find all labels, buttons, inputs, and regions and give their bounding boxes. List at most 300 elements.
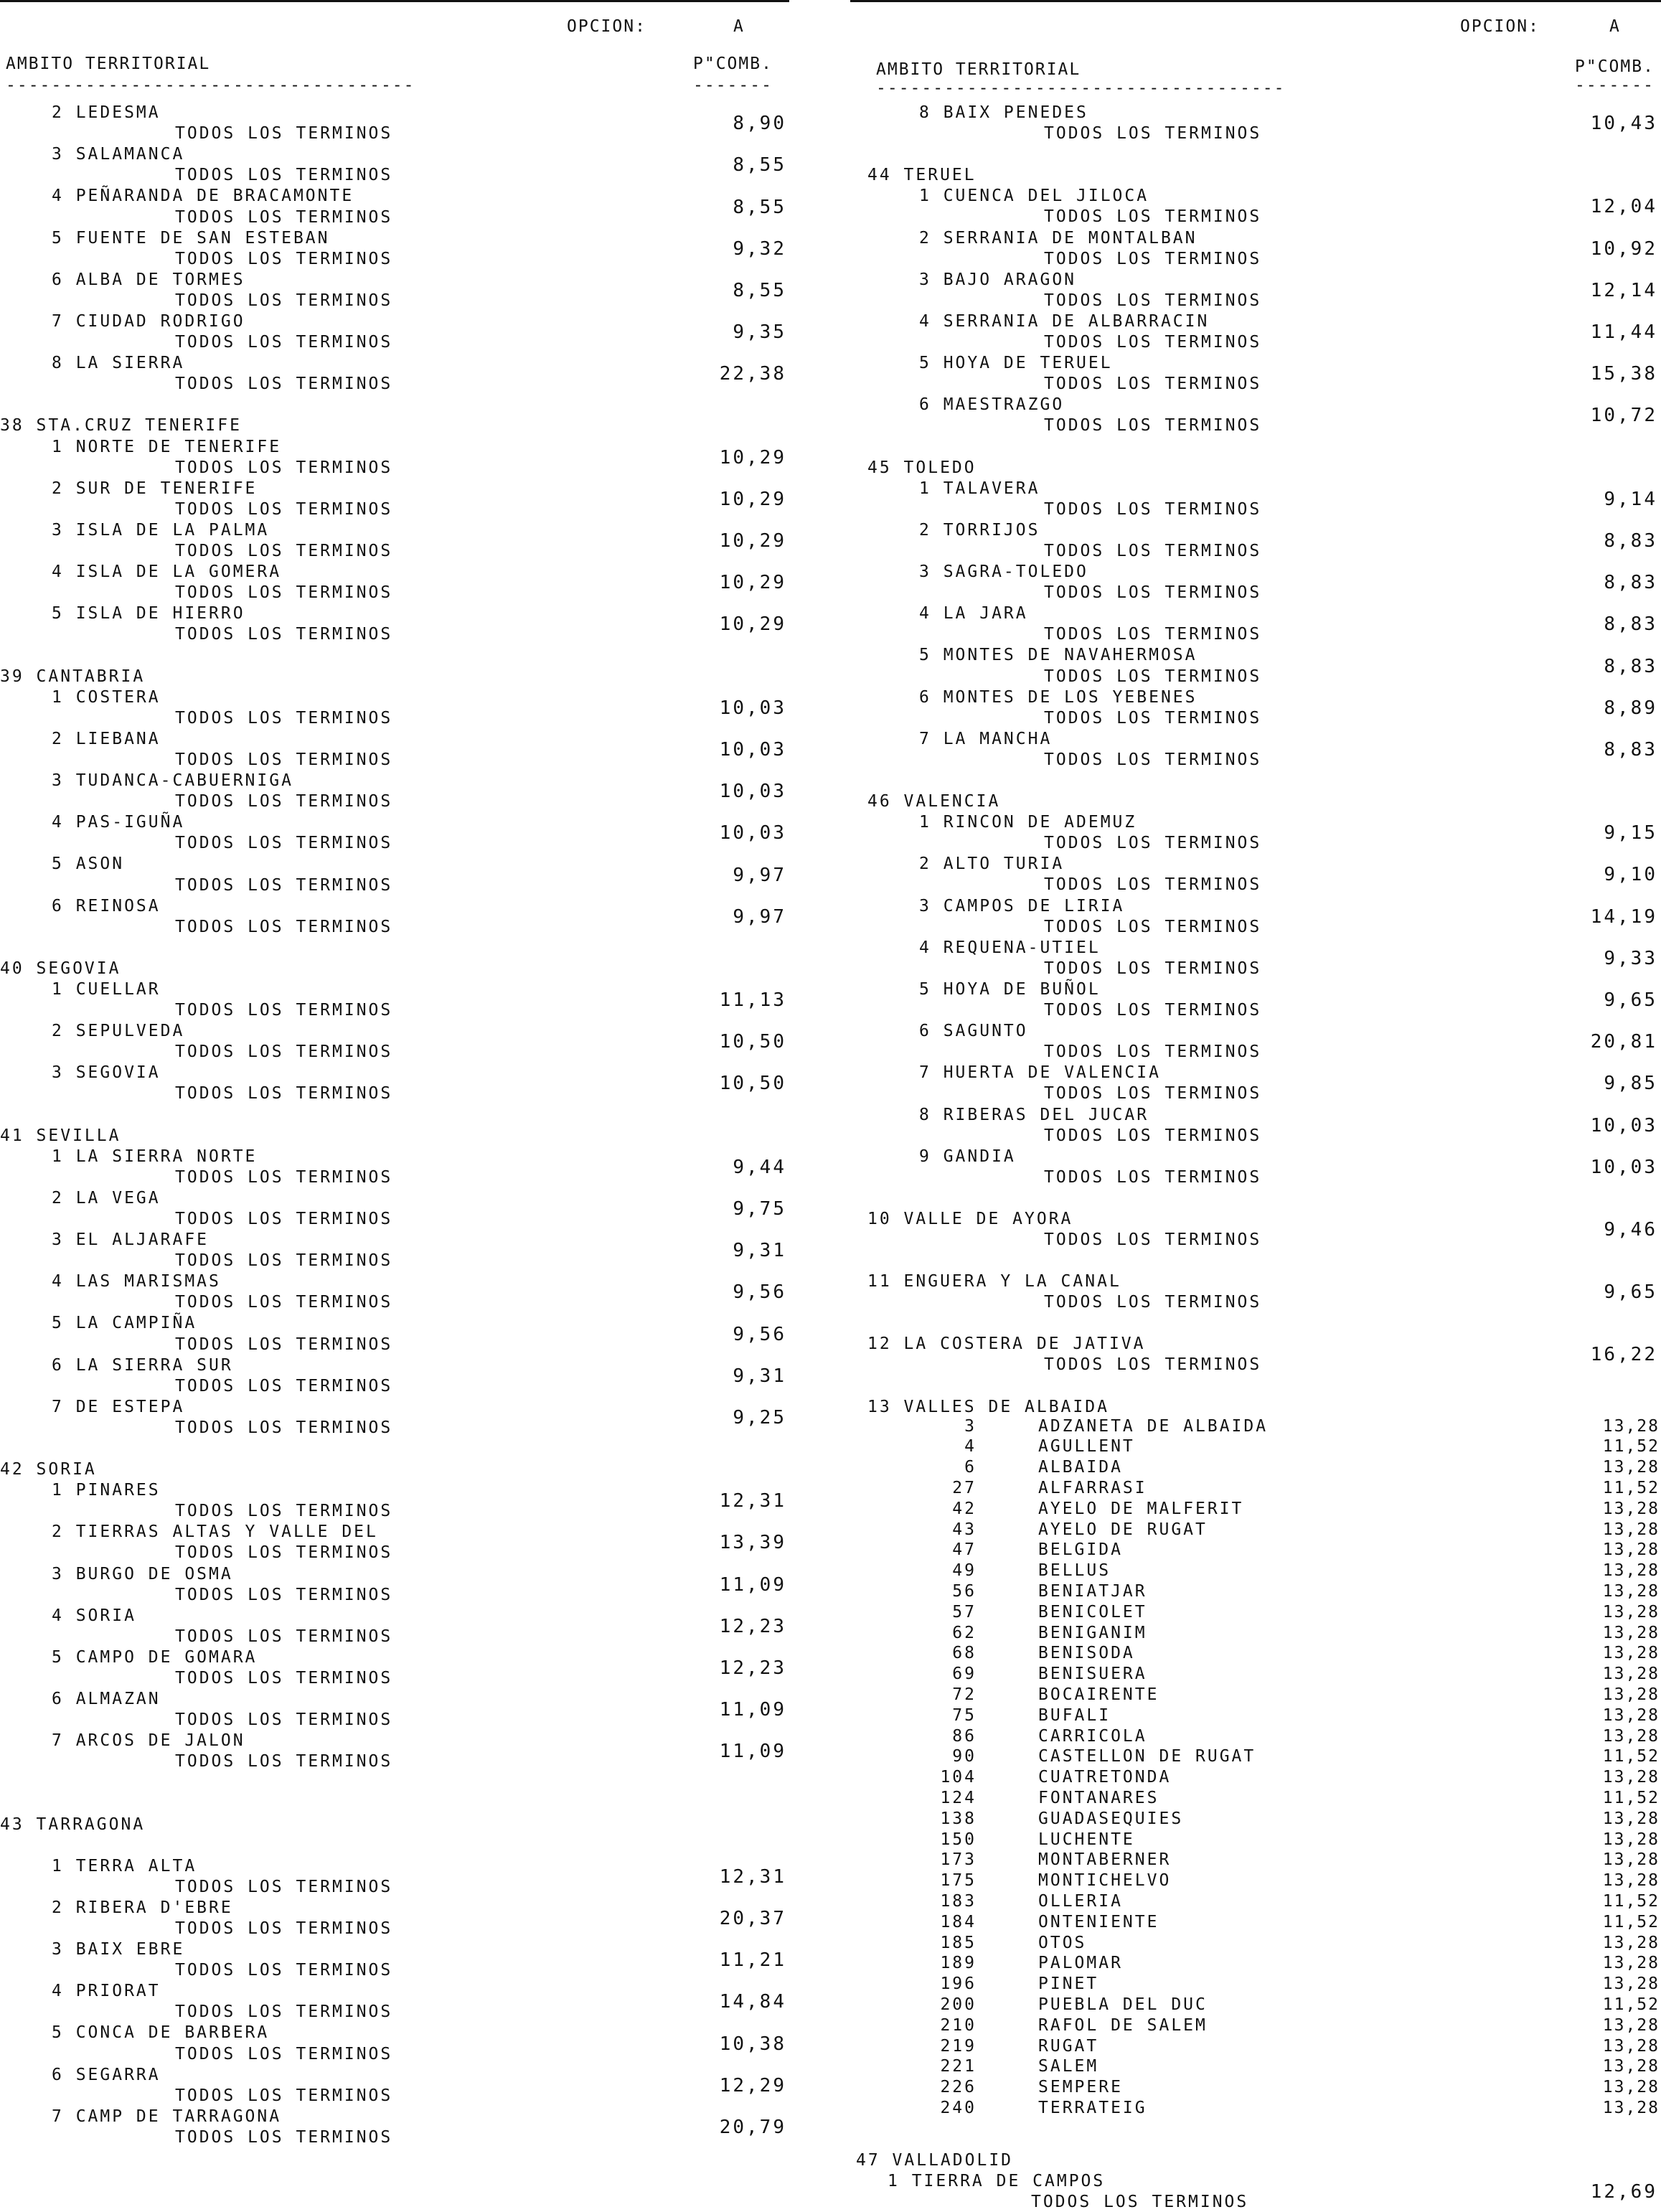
comarca-name: 7 HUERTA DE VALENCIA — [919, 1063, 1161, 1083]
terms-line: TODOS LOS TERMINOS — [1044, 1230, 1262, 1249]
coef-value: 11,09 — [719, 1741, 786, 1763]
municipio-coef: 13,28 — [1602, 2099, 1660, 2117]
terms-line: TODOS LOS TERMINOS — [175, 1001, 393, 1020]
terms-line: TODOS LOS TERMINOS — [1044, 708, 1262, 728]
coef-value: 9,56 — [733, 1323, 786, 1345]
comarca-name: 7 DE ESTEPA — [52, 1397, 185, 1416]
province-heading: 43 TARRAGONA — [0, 1815, 146, 1834]
municipio-name: RUGAT — [1038, 2036, 1099, 2056]
municipio-name: BENISODA — [1038, 1644, 1135, 1663]
terms-line: TODOS LOS TERMINOS — [175, 1919, 393, 1938]
coef-value: 20,79 — [719, 2116, 786, 2138]
terms-line: TODOS LOS TERMINOS — [1044, 1167, 1262, 1187]
municipio-coef: 13,28 — [1602, 1644, 1660, 1663]
terms-line: TODOS LOS TERMINOS — [175, 1752, 393, 1771]
municipio-name: BELGIDA — [1038, 1540, 1123, 1560]
terms-line: TODOS LOS TERMINOS — [175, 708, 393, 728]
coef-value: 8,55 — [733, 196, 786, 218]
coef-value: 14,84 — [719, 1991, 786, 2013]
comarca-name: 5 HOYA DE BUÑOL — [919, 979, 1101, 999]
municipio-code: 240 — [940, 2099, 977, 2117]
opcion-label: OPCION: — [1460, 17, 1540, 36]
municipio-name: BENICOLET — [1038, 1602, 1147, 1622]
comarca-name: 6 ALBA DE TORMES — [52, 270, 245, 289]
municipio-name: PALOMAR — [1038, 1954, 1123, 1973]
coef-value: 8,83 — [1604, 655, 1657, 677]
municipio-coef: 13,28 — [1602, 1520, 1660, 1539]
comarca-name: 3 EL ALJARAFE — [52, 1230, 210, 1249]
coef-value: 9,44 — [733, 1156, 786, 1178]
terms-line: TODOS LOS TERMINOS — [1044, 124, 1262, 143]
coef-value: 10,03 — [719, 781, 786, 803]
comarca-name: 1 TIERRA DE CAMPOS — [888, 2171, 1106, 2190]
municipio-code: 221 — [940, 2057, 977, 2076]
terms-line: TODOS LOS TERMINOS — [175, 542, 393, 560]
terms-line: TODOS LOS TERMINOS — [1044, 1001, 1262, 1020]
municipio-coef: 11,52 — [1602, 1479, 1660, 1497]
province-heading: 11 ENGUERA Y LA CANAL — [867, 1272, 1121, 1291]
comarca-name: 3 ISLA DE LA PALMA — [52, 520, 270, 540]
coef-value: 12,31 — [719, 1865, 786, 1888]
coef-value: 8,89 — [1604, 697, 1657, 719]
municipio-code: 43 — [952, 1520, 977, 1539]
terms-line: TODOS LOS TERMINOS — [175, 792, 393, 811]
municipio-coef: 13,28 — [1602, 1768, 1660, 1787]
comarca-name: 2 TORRIJOS — [919, 520, 1040, 540]
coef-value: 11,13 — [719, 989, 786, 1011]
coef-value: 8,83 — [1604, 530, 1657, 552]
coef-value: 8,83 — [1604, 738, 1657, 761]
municipio-coef: 11,52 — [1602, 1912, 1660, 1931]
comarca-name: 6 SAGUNTO — [919, 1022, 1028, 1041]
terms-line: TODOS LOS TERMINOS — [1044, 291, 1262, 310]
terms-line: TODOS LOS TERMINOS — [1044, 917, 1262, 936]
municipio-code: 56 — [952, 1582, 977, 1601]
municipio-code: 3 — [964, 1416, 977, 1436]
coef-value: 10,50 — [719, 1073, 786, 1095]
comarca-name: 8 RIBERAS DEL JUCAR — [919, 1105, 1149, 1124]
municipio-code: 68 — [952, 1644, 977, 1663]
terms-line: TODOS LOS TERMINOS — [175, 625, 393, 644]
terms-line: TODOS LOS TERMINOS — [175, 249, 393, 268]
terms-line: TODOS LOS TERMINOS — [175, 875, 393, 895]
terms-line: TODOS LOS TERMINOS — [175, 166, 393, 185]
comarca-name: 2 SEPULVEDA — [52, 1022, 185, 1041]
coef-value: 12,29 — [719, 2074, 786, 2096]
municipio-code: 175 — [940, 1871, 977, 1891]
terms-line: TODOS LOS TERMINOS — [1044, 499, 1262, 519]
left-column — [0, 0, 789, 2147]
ambito-underline: ------------------------------------ — [876, 79, 1286, 98]
comarca-name: 5 ISLA DE HIERRO — [52, 604, 245, 623]
coef-value: 12,23 — [719, 1657, 786, 1679]
top-rule — [0, 0, 789, 2]
terms-line: TODOS LOS TERMINOS — [1044, 1043, 1262, 1062]
municipio-code: 75 — [952, 1705, 977, 1725]
terms-line: TODOS LOS TERMINOS — [1044, 416, 1262, 436]
municipio-name: ALBAIDA — [1038, 1458, 1123, 1477]
comarca-name: 2 LEDESMA — [52, 103, 161, 122]
municipio-code: 150 — [940, 1830, 977, 1849]
comarca-name: 1 COSTERA — [52, 687, 161, 707]
comarca-name: 3 SALAMANCA — [52, 145, 185, 164]
municipio-name: OLLERIA — [1038, 1892, 1123, 1911]
terms-line: TODOS LOS TERMINOS — [175, 207, 393, 227]
municipio-name: BOCAIRENTE — [1038, 1685, 1159, 1704]
opcion-value: A — [1609, 17, 1621, 36]
coef-value: 9,46 — [1604, 1219, 1657, 1241]
comarca-name: 2 TIERRAS ALTAS Y VALLE DEL — [52, 1522, 378, 1542]
coef-value: 12,31 — [719, 1490, 786, 1512]
terms-line: TODOS LOS TERMINOS — [175, 1251, 393, 1271]
municipio-coef: 13,28 — [1602, 1499, 1660, 1518]
municipio-name: SEMPERE — [1038, 2078, 1123, 2097]
municipio-name: OTOS — [1038, 1933, 1087, 1952]
coef-value: 11,21 — [719, 1949, 786, 1972]
municipio-coef: 11,52 — [1602, 1437, 1660, 1456]
province-heading: 10 VALLE DE AYORA — [867, 1209, 1073, 1228]
municipio-coef: 13,28 — [1602, 1582, 1660, 1601]
comarca-name: 6 MONTES DE LOS YEBENES — [919, 687, 1197, 707]
terms-line: TODOS LOS TERMINOS — [1044, 625, 1262, 644]
municipio-code: 189 — [940, 1954, 977, 1973]
municipio-code: 200 — [940, 1995, 977, 2014]
terms-line: TODOS LOS TERMINOS — [1044, 583, 1262, 603]
comarca-name: 4 SORIA — [52, 1606, 136, 1625]
terms-line: TODOS LOS TERMINOS — [175, 1335, 393, 1354]
coef-value: 12,69 — [1590, 2180, 1657, 2203]
municipio-code: 57 — [952, 1602, 977, 1622]
province-heading: 13 VALLES DE ALBAIDA — [867, 1397, 1109, 1416]
comarca-name: 1 PINARES — [52, 1481, 161, 1500]
comarca-name: 7 LA MANCHA — [919, 729, 1053, 748]
comarca-name: 4 LAS MARISMAS — [52, 1272, 221, 1291]
pcomb-underline: ------- — [1575, 76, 1655, 95]
municipio-coef: 13,28 — [1602, 2057, 1660, 2076]
terms-line: TODOS LOS TERMINOS — [175, 499, 393, 519]
opcion-label: OPCION: — [567, 17, 646, 36]
comarca-name: 6 REINOSA — [52, 896, 161, 916]
top-rule — [850, 0, 1661, 2]
comarca-name: 3 CAMPOS DE LIRIA — [919, 896, 1125, 916]
municipio-code: 86 — [952, 1726, 977, 1746]
coef-value: 9,65 — [1604, 989, 1657, 1011]
municipio-name: SALEM — [1038, 2057, 1099, 2076]
coef-value: 9,10 — [1604, 864, 1657, 886]
comarca-name: 5 ASON — [52, 855, 125, 874]
coef-value: 10,43 — [1590, 113, 1657, 135]
comarca-name: 6 LA SIERRA SUR — [52, 1355, 233, 1375]
comarca-name: 4 PEÑARANDA DE BRACAMONTE — [52, 187, 354, 206]
terms-line: TODOS LOS TERMINOS — [1031, 2192, 1249, 2211]
municipio-name: FONTANARES — [1038, 1789, 1159, 1807]
comarca-name: 3 SAGRA-TOLEDO — [919, 563, 1088, 581]
terms-line: TODOS LOS TERMINOS — [175, 1084, 393, 1103]
municipio-coef: 13,28 — [1602, 1458, 1660, 1477]
comarca-name: 3 BAJO ARAGON — [919, 270, 1077, 289]
province-heading: 12 LA COSTERA DE JATIVA — [867, 1335, 1146, 1354]
coef-value: 8,90 — [733, 113, 786, 135]
comarca-name: 4 REQUENA-UTIEL — [919, 938, 1101, 957]
municipio-coef: 13,28 — [1602, 1540, 1660, 1560]
municipio-name: BENIGANIM — [1038, 1623, 1147, 1642]
coef-value: 10,72 — [1590, 405, 1657, 427]
municipio-code: 184 — [940, 1912, 977, 1931]
municipio-coef: 13,28 — [1602, 1705, 1660, 1725]
terms-line: TODOS LOS TERMINOS — [1044, 207, 1262, 227]
terms-line: TODOS LOS TERMINOS — [175, 583, 393, 603]
coef-value: 10,03 — [1590, 1156, 1657, 1178]
coef-value: 9,14 — [1604, 488, 1657, 510]
municipio-coef: 11,52 — [1602, 1789, 1660, 1807]
coef-value: 9,65 — [1604, 1281, 1657, 1304]
municipio-code: 27 — [952, 1479, 977, 1497]
pcomb-underline: ------- — [693, 76, 773, 95]
ambito-header: AMBITO TERRITORIAL — [876, 60, 1081, 79]
province-heading: 41 SEVILLA — [0, 1126, 121, 1145]
comarca-name: 1 TALAVERA — [919, 479, 1040, 498]
coef-value: 10,38 — [719, 2033, 786, 2055]
right-column — [850, 0, 1661, 2211]
terms-line: TODOS LOS TERMINOS — [175, 834, 393, 853]
comarca-name: 1 CUENCA DEL JILOCA — [919, 187, 1149, 206]
comarca-name: 5 HOYA DE TERUEL — [919, 354, 1113, 373]
comarca-name: 2 LA VEGA — [52, 1188, 161, 1208]
terms-line: TODOS LOS TERMINOS — [1044, 333, 1262, 352]
terms-line: TODOS LOS TERMINOS — [175, 2127, 393, 2147]
pcomb-header: P"COMB. — [1575, 57, 1655, 76]
municipio-code: 226 — [940, 2078, 977, 2097]
municipio-code: 72 — [952, 1685, 977, 1704]
terms-line: TODOS LOS TERMINOS — [175, 2044, 393, 2063]
terms-line: TODOS LOS TERMINOS — [175, 1961, 393, 1980]
terms-line: TODOS LOS TERMINOS — [1044, 249, 1262, 268]
comarca-name: 6 MAESTRAZGO — [919, 395, 1065, 415]
comarca-name: 4 PAS-IGUÑA — [52, 813, 185, 832]
terms-line: TODOS LOS TERMINOS — [175, 291, 393, 310]
coef-value: 12,14 — [1590, 279, 1657, 301]
province-heading: 45 TOLEDO — [867, 458, 977, 477]
coef-value: 9,31 — [733, 1240, 786, 1262]
coef-value: 9,15 — [1604, 822, 1657, 844]
comarca-name: 7 CAMP DE TARRAGONA — [52, 2107, 282, 2126]
terms-line: TODOS LOS TERMINOS — [1044, 541, 1262, 560]
province-heading: 44 TERUEL — [867, 166, 977, 185]
municipio-code: 104 — [940, 1768, 977, 1787]
coef-value: 22,38 — [719, 363, 786, 385]
municipio-coef: 13,28 — [1602, 1665, 1660, 1684]
terms-line: TODOS LOS TERMINOS — [1044, 667, 1262, 686]
municipio-code: 185 — [940, 1933, 977, 1952]
comarca-name: 2 SUR DE TENERIFE — [52, 479, 258, 498]
comarca-name: 4 SERRANIA DE ALBARRACIN — [919, 311, 1210, 331]
comarca-name: 3 TUDANCA-CABUERNIGA — [52, 771, 293, 790]
terms-line: TODOS LOS TERMINOS — [1044, 1084, 1262, 1103]
terms-line: TODOS LOS TERMINOS — [175, 1043, 393, 1062]
coef-value: 15,38 — [1590, 363, 1657, 385]
coef-value: 8,55 — [733, 154, 786, 177]
coef-value: 11,09 — [719, 1573, 786, 1596]
municipio-name: TERRATEIG — [1038, 2099, 1147, 2117]
municipio-code: 183 — [940, 1892, 977, 1911]
municipio-coef: 13,28 — [1602, 1830, 1660, 1849]
coef-value: 10,29 — [719, 530, 786, 552]
municipio-coef: 13,28 — [1602, 1623, 1660, 1642]
municipio-code: 210 — [940, 2015, 977, 2035]
municipio-coef: 13,28 — [1602, 1954, 1660, 1973]
terms-line: TODOS LOS TERMINOS — [175, 1627, 393, 1646]
municipio-code: 90 — [952, 1747, 977, 1766]
comarca-name: 1 NORTE DE TENERIFE — [52, 437, 282, 456]
municipio-coef: 13,28 — [1602, 1871, 1660, 1891]
comarca-name: 4 LA JARA — [919, 604, 1028, 623]
terms-line: TODOS LOS TERMINOS — [175, 1710, 393, 1730]
comarca-name: 1 RINCON DE ADEMUZ — [919, 813, 1137, 832]
terms-line: TODOS LOS TERMINOS — [175, 1209, 393, 1228]
municipio-name: CARRICOLA — [1038, 1726, 1147, 1746]
coef-value: 10,03 — [719, 738, 786, 761]
municipio-name: GUADASEQUIES — [1038, 1809, 1184, 1828]
municipio-coef: 13,28 — [1602, 1850, 1660, 1870]
terms-line: TODOS LOS TERMINOS — [175, 375, 393, 394]
municipio-code: 219 — [940, 2036, 977, 2056]
terms-line: TODOS LOS TERMINOS — [175, 1376, 393, 1396]
municipio-coef: 13,28 — [1602, 2078, 1660, 2097]
municipio-coef: 13,28 — [1602, 1685, 1660, 1704]
coef-value: 16,22 — [1590, 1344, 1657, 1366]
terms-line: TODOS LOS TERMINOS — [175, 458, 393, 477]
province-heading: 38 STA.CRUZ TENERIFE — [0, 416, 242, 436]
terms-line: TODOS LOS TERMINOS — [1044, 959, 1262, 978]
coef-value: 10,03 — [719, 697, 786, 719]
terms-line: TODOS LOS TERMINOS — [1044, 875, 1262, 895]
comarca-name: 6 ALMAZAN — [52, 1690, 161, 1709]
municipio-code: 196 — [940, 1975, 977, 1994]
municipio-code: 6 — [964, 1458, 977, 1477]
municipio-code: 42 — [952, 1499, 977, 1518]
terms-line: TODOS LOS TERMINOS — [175, 1502, 393, 1521]
coef-value: 13,39 — [719, 1532, 786, 1554]
coef-value: 10,29 — [719, 488, 786, 510]
terms-line: TODOS LOS TERMINOS — [175, 750, 393, 769]
municipio-name: AGULLENT — [1038, 1437, 1135, 1456]
terms-line: TODOS LOS TERMINOS — [1044, 1355, 1262, 1375]
comarca-name: 5 MONTES DE NAVAHERMOSA — [919, 646, 1197, 665]
opcion-value: A — [733, 17, 745, 36]
coef-value: 11,09 — [719, 1699, 786, 1721]
terms-line: TODOS LOS TERMINOS — [175, 1877, 393, 1896]
municipio-name: ALFARRASI — [1038, 1479, 1147, 1497]
coef-value: 12,23 — [719, 1615, 786, 1637]
municipio-name: PINET — [1038, 1975, 1099, 1994]
terms-line: TODOS LOS TERMINOS — [1044, 750, 1262, 769]
comarca-name: 4 ISLA DE LA GOMERA — [52, 563, 282, 582]
municipio-code: 173 — [940, 1850, 977, 1870]
coef-value: 10,03 — [719, 822, 786, 844]
terms-line: TODOS LOS TERMINOS — [1044, 375, 1262, 394]
municipio-coef: 13,28 — [1602, 1726, 1660, 1746]
coef-value: 20,37 — [719, 1907, 786, 1929]
comarca-name: 2 RIBERA D'EBRE — [52, 1898, 233, 1917]
coef-value: 11,44 — [1590, 321, 1657, 343]
municipio-coef: 13,28 — [1602, 2036, 1660, 2056]
comarca-name: 5 CONCA DE BARBERA — [52, 2023, 270, 2043]
municipio-name: RAFOL DE SALEM — [1038, 2015, 1208, 2035]
comarca-name: 5 LA CAMPIÑA — [52, 1314, 197, 1333]
coef-value: 10,29 — [719, 446, 786, 469]
comarca-name: 5 CAMPO DE GOMARA — [52, 1647, 258, 1667]
coef-value: 9,75 — [733, 1197, 786, 1220]
municipio-code: 69 — [952, 1665, 977, 1684]
municipio-coef: 13,28 — [1602, 2015, 1660, 2035]
terms-line: TODOS LOS TERMINOS — [1044, 834, 1262, 853]
municipio-code: 62 — [952, 1623, 977, 1642]
comarca-name: 8 LA SIERRA — [52, 354, 185, 373]
terms-line: TODOS LOS TERMINOS — [175, 333, 393, 352]
comarca-name: 1 TERRA ALTA — [52, 1856, 197, 1876]
coef-value: 20,81 — [1590, 1031, 1657, 1053]
coef-value: 10,03 — [1590, 1114, 1657, 1136]
comarca-name: 3 SEGOVIA — [52, 1063, 161, 1083]
coef-value: 8,83 — [1604, 613, 1657, 636]
coef-value: 9,97 — [733, 905, 786, 928]
province-heading: 42 SORIA — [0, 1460, 97, 1479]
coef-value: 9,31 — [733, 1365, 786, 1387]
terms-line: TODOS LOS TERMINOS — [1044, 1126, 1262, 1145]
terms-line: TODOS LOS TERMINOS — [175, 1418, 393, 1437]
coef-value: 10,92 — [1590, 237, 1657, 260]
coef-value: 9,33 — [1604, 947, 1657, 969]
municipio-name: ADZANETA DE ALBAIDA — [1038, 1416, 1269, 1436]
coef-value: 9,32 — [733, 237, 786, 260]
terms-line: TODOS LOS TERMINOS — [1044, 1293, 1262, 1312]
municipio-name: CASTELLON DE RUGAT — [1038, 1747, 1256, 1766]
municipio-name: BELLUS — [1038, 1561, 1111, 1581]
comarca-name: 1 CUELLAR — [52, 979, 161, 999]
province-heading: 47 VALLADOLID — [856, 2150, 1014, 2170]
municipio-coef: 13,28 — [1602, 1933, 1660, 1952]
coef-value: 10,29 — [719, 613, 786, 636]
coef-value: 8,83 — [1604, 572, 1657, 594]
comarca-name: 1 LA SIERRA NORTE — [52, 1147, 258, 1166]
coef-value: 12,04 — [1590, 196, 1657, 218]
municipio-coef: 13,28 — [1602, 1975, 1660, 1994]
comarca-name: 2 ALTO TURIA — [919, 855, 1065, 874]
terms-line: TODOS LOS TERMINOS — [175, 2086, 393, 2105]
terms-line: TODOS LOS TERMINOS — [175, 917, 393, 936]
province-heading: 39 CANTABRIA — [0, 667, 146, 686]
coef-value: 9,25 — [733, 1406, 786, 1429]
comarca-name: 4 PRIORAT — [52, 1982, 161, 2001]
municipio-code: 47 — [952, 1540, 977, 1560]
municipio-name: AYELO DE MALFERIT — [1038, 1499, 1244, 1518]
terms-line: TODOS LOS TERMINOS — [175, 124, 393, 143]
municipio-coef: 11,52 — [1602, 1747, 1660, 1766]
terms-line: TODOS LOS TERMINOS — [175, 1167, 393, 1187]
municipio-name: BENIATJAR — [1038, 1582, 1147, 1601]
comarca-name: 7 CIUDAD RODRIGO — [52, 312, 245, 331]
municipio-name: MONTABERNER — [1038, 1850, 1172, 1870]
coef-value: 10,50 — [719, 1031, 786, 1053]
coef-value: 14,19 — [1590, 905, 1657, 928]
municipio-name: BENISUERA — [1038, 1665, 1147, 1684]
municipio-coef: 13,28 — [1602, 1809, 1660, 1828]
municipio-code: 49 — [952, 1561, 977, 1581]
province-heading: 40 SEGOVIA — [0, 959, 121, 978]
comarca-name: 5 FUENTE DE SAN ESTEBAN — [52, 228, 330, 248]
municipio-name: BUFALI — [1038, 1705, 1111, 1725]
terms-line: TODOS LOS TERMINOS — [175, 1543, 393, 1563]
